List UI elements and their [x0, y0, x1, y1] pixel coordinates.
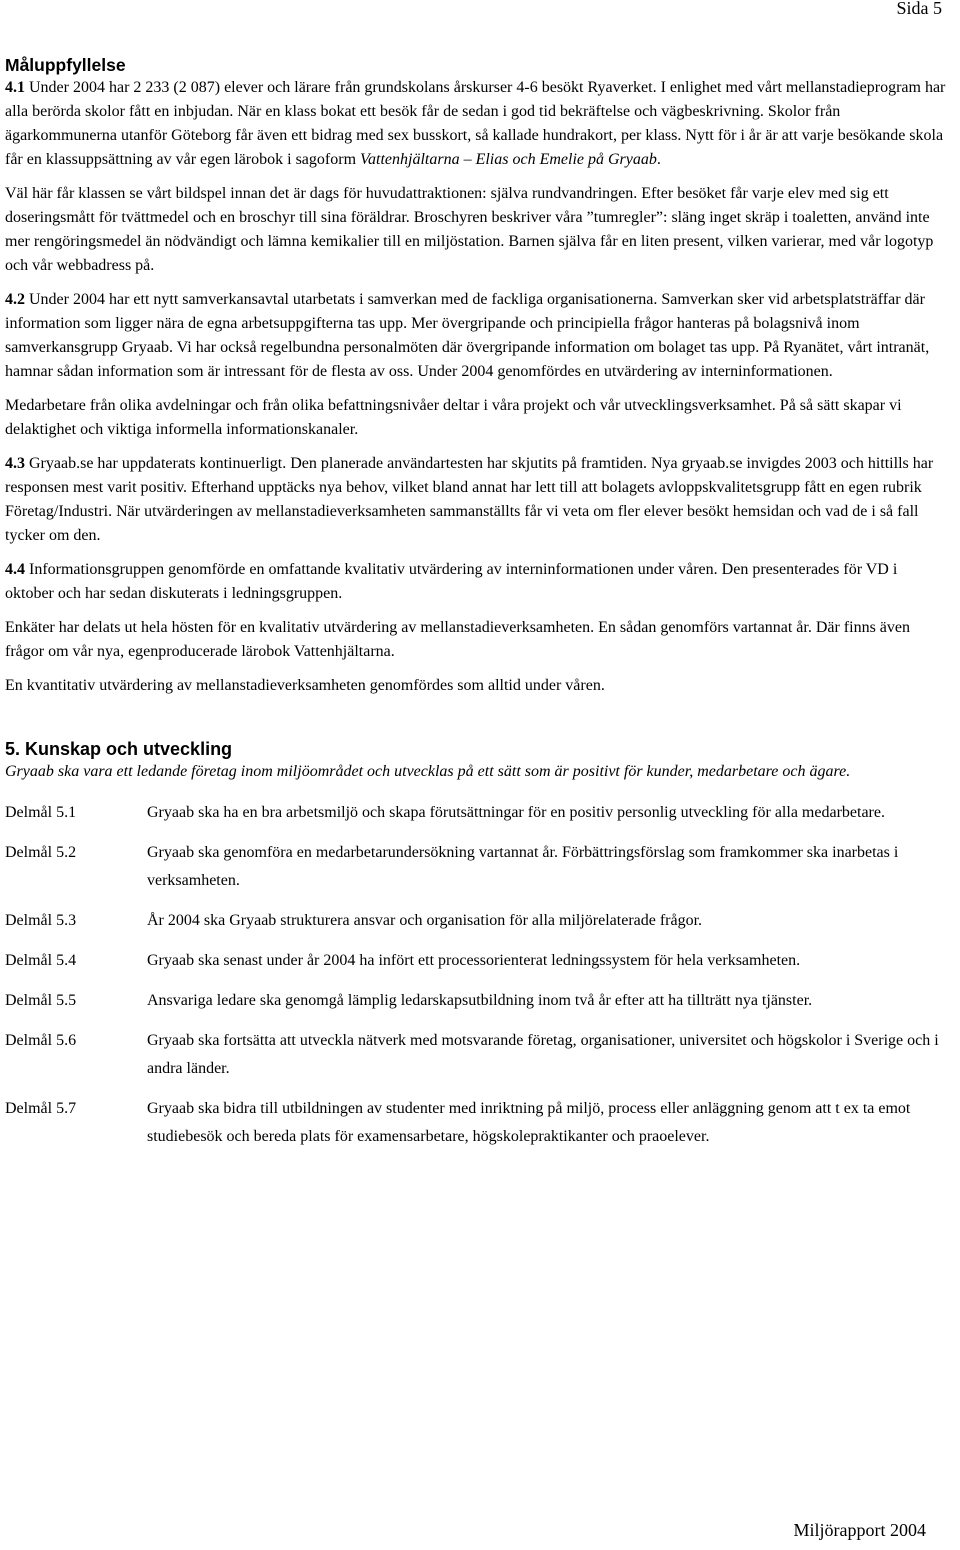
- paragraph-4-3: [5, 452, 950, 548]
- goal-row: [5, 907, 950, 935]
- paragraph-number: 4.1: [5, 79, 25, 96]
- goal-text: Gryaab ska senast under år 2004 ha infört ett processorienterat ledningssystem för hela verksamheten.: [147, 952, 801, 969]
- goal-label: Delmål 5.1: [5, 804, 77, 821]
- goal-label: Delmål 5.7: [5, 1100, 77, 1117]
- paragraph-number: 4.3: [5, 455, 25, 472]
- paragraph-staff: Medarbetare från olika avdelningar och från olika befattningsnivåer deltar i våra projekt och vår utvecklingsverksamhet. På så sätt skapar vi delaktighet och viktiga informella informationskanaler.: [5, 397, 902, 438]
- goal-row: [5, 839, 950, 895]
- paragraph-surveys: Enkäter har delats ut hela hösten för en kvalitativ utvärdering av mellanstadieverksamheten. En sådan genomförs vartannat år. Där finns även frågor om vår nya, egenproducerade lärobok Vattenhjältarna.: [5, 619, 911, 660]
- paragraph-4-1: [5, 76, 950, 172]
- goal-list: [5, 799, 950, 1151]
- goal-row: [5, 1027, 950, 1083]
- section-intro: Gryaab ska vara ett ledande företag inom miljöområdet och utvecklas på ett sätt som är positivt för kunder, medarbetare och ägare.: [5, 763, 851, 780]
- goal-text: Gryaab ska fortsätta att utveckla nätverk med motsvarande företag, organisationer, universitet och högskolor i Sverige och i andra länder.: [147, 1032, 939, 1077]
- goal-label: Delmål 5.4: [5, 952, 77, 969]
- goal-text: Gryaab ska bidra till utbildningen av studenter med inriktning på miljö, process eller anläggning genom att t ex ta emot studiebesök och bereda plats för examensarbetare, högskolepraktikanter och praoelever.: [147, 1100, 911, 1145]
- section-heading-kunskap: 5. Kunskap och utveckling: [5, 739, 233, 759]
- goal-label: Delmål 5.2: [5, 844, 77, 861]
- paragraph-text: Under 2004 har 2 233 (2 087) elever och lärare från grundskolans årskurser 4-6 besökt Ryaverket. I enlighet med vårt mellanstadieprogram har alla berörda skolor fått en inbjudan. När en klass bokat ett besök får de sedan i god tid bekräftelse och vägbeskrivning. Skolor från ägarkommunerna utanför Göteborg får även ett bidrag med sex busskort, så kallade hundrakort, per klass. Nytt för i år är att varje besökande skola får en klassuppsättning av vår egen lärobok i sagoform: [5, 79, 946, 168]
- goal-label: Delmål 5.5: [5, 992, 77, 1009]
- paragraph-text: Informationsgruppen genomförde en omfattande kvalitativ utvärdering av interninformationen under våren. Den presenterades för VD i oktober och har sedan diskuterats i ledningsgruppen.: [5, 561, 898, 602]
- goal-text: Gryaab ska genomföra en medarbetarundersökning vartannat år. Förbättringsförslag som framkommer ska inarbetas i verksamheten.: [147, 844, 899, 889]
- paragraph-4-4: [5, 558, 950, 606]
- page-content: [5, 54, 950, 1163]
- goal-text: År 2004 ska Gryaab strukturera ansvar och organisation för alla miljörelaterade frågor.: [147, 912, 703, 929]
- paragraph-4-2: [5, 288, 950, 384]
- goal-row: [5, 799, 950, 827]
- goal-row: [5, 1095, 950, 1151]
- goal-label: Delmål 5.3: [5, 912, 77, 929]
- page-number: Sida 5: [896, 0, 942, 18]
- book-title: Vattenhjältarna – Elias och Emelie på Gryaab: [360, 151, 657, 168]
- goal-row: [5, 987, 950, 1015]
- paragraph-text: Under 2004 har ett nytt samverkansavtal utarbetats i samverkan med de fackliga organisationerna. Samverkan sker vid arbetsplatsträffar där information som ligger nära de egna arbetsuppgifterna tas upp. Mer övergripande och principiella frågor hanteras på bolagsnivå inom samverkansgrupp Gryaab. Vi har också regelbundna personalmöten där övergripande information om bolaget tas upp. På Ryanätet, vårt intranät, hamnar sådan information som är intressant för de flesta av oss. Under 2004 genomfördes en utvärdering av interninformationen.: [5, 291, 930, 380]
- goal-label: Delmål 5.6: [5, 1032, 77, 1049]
- goal-text: Ansvariga ledare ska genomgå lämplig ledarskapsutbildning inom två år efter att ha tillträtt nya tjänster.: [147, 992, 813, 1009]
- goal-text: Gryaab ska ha en bra arbetsmiljö och skapa förutsättningar för en positiv personlig utveckling för alla medarbetare.: [147, 804, 885, 821]
- section-heading-maluppfyllelse: Måluppfyllelse: [5, 55, 126, 75]
- page-footer: Miljörapport 2004: [793, 1520, 926, 1540]
- paragraph-text-end: .: [656, 151, 661, 168]
- paragraph-number: 4.2: [5, 291, 25, 308]
- paragraph-quantitative: En kvantitativ utvärdering av mellanstadieverksamheten genomfördes som alltid under våren.: [5, 677, 605, 694]
- paragraph-number: 4.4: [5, 561, 25, 578]
- goal-row: [5, 947, 950, 975]
- paragraph-text: Gryaab.se har uppdaterats kontinuerligt. Den planerade användartesten har skjutits på framtiden. Nya gryaab.se invigdes 2003 och hittills har responsen mest varit positiv. Efterhand upptäcks nya behov, vilket bland annat har lett till att bolagets avloppskvalitetsgrupp fått en egen rubrik Företag/Industri. När utvärderingen av mellanstadieverksamheten sammanställts får vi veta om fler elever besökt hemsidan och vad de i så fall tycker om den.: [5, 455, 934, 544]
- paragraph-visit: Väl här får klassen se vårt bildspel innan det är dags för huvudattraktionen: själva rundvandringen. Efter besöket får varje elev med sig ett doseringsmått för tvättmedel och en broschyr till sina föräldrar. Broschyren beskriver våra ”tumregler”: släng inget skräp i toaletten, använd inte mer rengöringsmedel än nödvändigt och lämna kemikalier till en miljöstation. Barnen själva får en liten present, vilken varierar, med vår logotyp och vår webbadress på.: [5, 185, 934, 274]
